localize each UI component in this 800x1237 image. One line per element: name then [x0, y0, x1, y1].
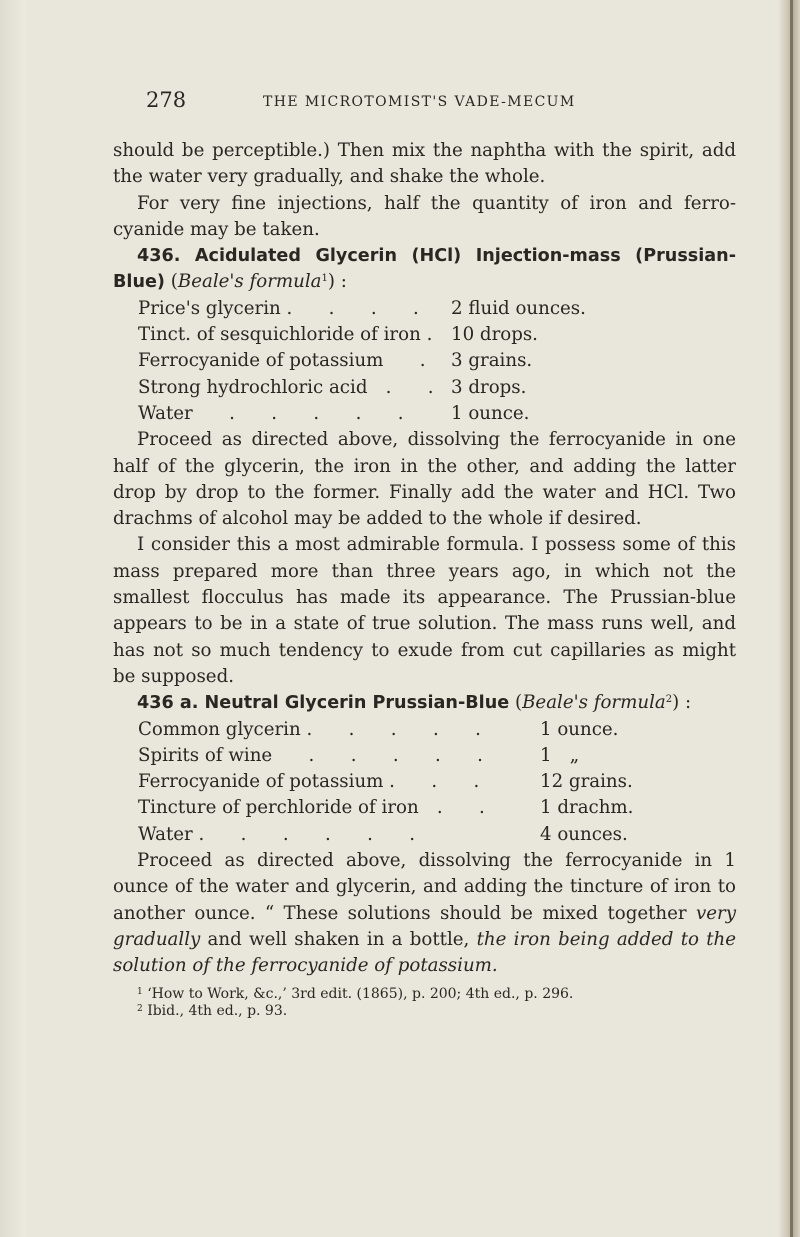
recipe-row [113, 322, 736, 348]
quantity: 1 drachm. [540, 797, 634, 819]
paragraph: For very fine injections, half the quantity of iron and ferro-cyanide may be taken. [113, 192, 736, 240]
ingredient: Strong hydrochloric acid . . [138, 376, 434, 398]
quantity: 4 ounces. [540, 823, 628, 845]
ingredient: Tincture of perchloride of iron . . [138, 797, 485, 819]
footnotes [113, 986, 736, 1020]
page-edge-line [790, 0, 793, 1237]
paragraph [113, 848, 736, 979]
colon: : [679, 692, 692, 714]
quantity: 3 drops. [451, 376, 527, 398]
section-heading-436: 436. Acidulated Glycerin (HCl) Injection-mass (Prussian-Blue) (Beale's formula$^1$) : [113, 246, 736, 293]
ingredient: Tinct. of sesquichloride of iron . [138, 324, 433, 346]
quantity: 12 grains. [540, 771, 633, 793]
paragraph: should be perceptible.) Then mix the naphtha with the spirit, add the water very gradually, and shake the whole. [113, 140, 736, 188]
recipe-row [113, 717, 736, 743]
recipe-row [113, 348, 736, 374]
recipe-row [113, 769, 736, 795]
page-gutter-shadow [0, 0, 26, 1237]
footnote-text: ‘How to Work, &c.,’ 3rd edit. (1865), p. 200; 4th ed., p. 296. [147, 985, 574, 1002]
footnote-ref: 2 [665, 694, 673, 706]
text-run: Proceed as directed above, dissolving the ferrocyanide in 1 ounce of the water and glycerin, and adding the tincture of iron to another ounce. “ These solutions should be mixed together [113, 850, 736, 924]
recipe-row [113, 401, 736, 427]
ingredient: Water . . . . . . [138, 823, 416, 845]
ingredient: Ferrocyanide of potassium . . . [138, 771, 480, 793]
footnote [113, 986, 736, 1003]
quantity: 1 ounce. [540, 718, 619, 740]
quantity: 1 ounce. [451, 402, 530, 424]
recipe-row [113, 375, 736, 401]
formula-label: Beale's formula [177, 271, 322, 293]
quantity: 10 drops. [451, 324, 538, 346]
page-edge [778, 0, 800, 1237]
quantity: 1 „ [540, 744, 580, 766]
text-run: and well shaken in a bottle, [200, 928, 477, 950]
section-heading-436a: 436 a. Neutral Glycerin Prussian-Blue (Beale's formula$^2$) : [137, 692, 692, 714]
paragraph: Proceed as directed above, dissolving the ferrocyanide in one half of the glycerin, the iron in the other, and adding the latter drop by drop to the former. Finally add the water and HCl. Two drachms of alcohol may be added to the whole if desired. [113, 429, 736, 530]
running-title: THE MICROTOMIST'S VADE-MECUM [263, 94, 576, 110]
recipe-row [113, 795, 736, 821]
recipe-row [113, 822, 736, 848]
emphasis: the iron being added to the solution of the ferrocyanide of potassium. [113, 928, 736, 977]
quantity: 3 grains. [451, 350, 533, 372]
recipe-list-436a [113, 717, 736, 848]
footnote [113, 1003, 736, 1020]
formula-label: Beale's formula [522, 692, 666, 714]
ingredient: Price's glycerin . . . . [138, 297, 419, 319]
ingredient: Water . . . . . [138, 402, 404, 424]
ingredient: Spirits of wine . . . . . [138, 744, 483, 766]
ingredient: Ferrocyanide of potassium . [138, 350, 426, 372]
footnote-text: Ibid., 4th ed., p. 93. [147, 1002, 288, 1019]
section-title: 436 a. Neutral Glycerin Prussian-Blue [137, 693, 510, 714]
recipe-row [113, 296, 736, 322]
colon: : [335, 271, 347, 293]
recipe-row [113, 743, 736, 769]
page-number: 278 [146, 88, 187, 112]
ingredient: Common glycerin . . . . . [138, 718, 481, 740]
emphasis: very gradually [113, 902, 736, 950]
page-body [113, 138, 736, 1020]
footnote-ref: 1 [321, 273, 328, 285]
quantity: 2 fluid ounces. [451, 297, 586, 319]
recipe-list-436 [113, 296, 736, 427]
section-title: 436. Acidulated Glycerin (HCl) Injection-mass (Prussian-Blue) [113, 246, 736, 293]
footnote-mark: 2 [137, 1003, 143, 1014]
footnote-mark: 1 [137, 986, 143, 997]
paragraph: I consider this a most admirable formula. I possess some of this mass prepared more than three years ago, in which not the smallest flocculus has made its appearance. The Prussian-blue appears to be in a state of true solution. The mass runs well, and has not so much tendency to exude from cut capillaries as might be supposed. [113, 534, 736, 687]
